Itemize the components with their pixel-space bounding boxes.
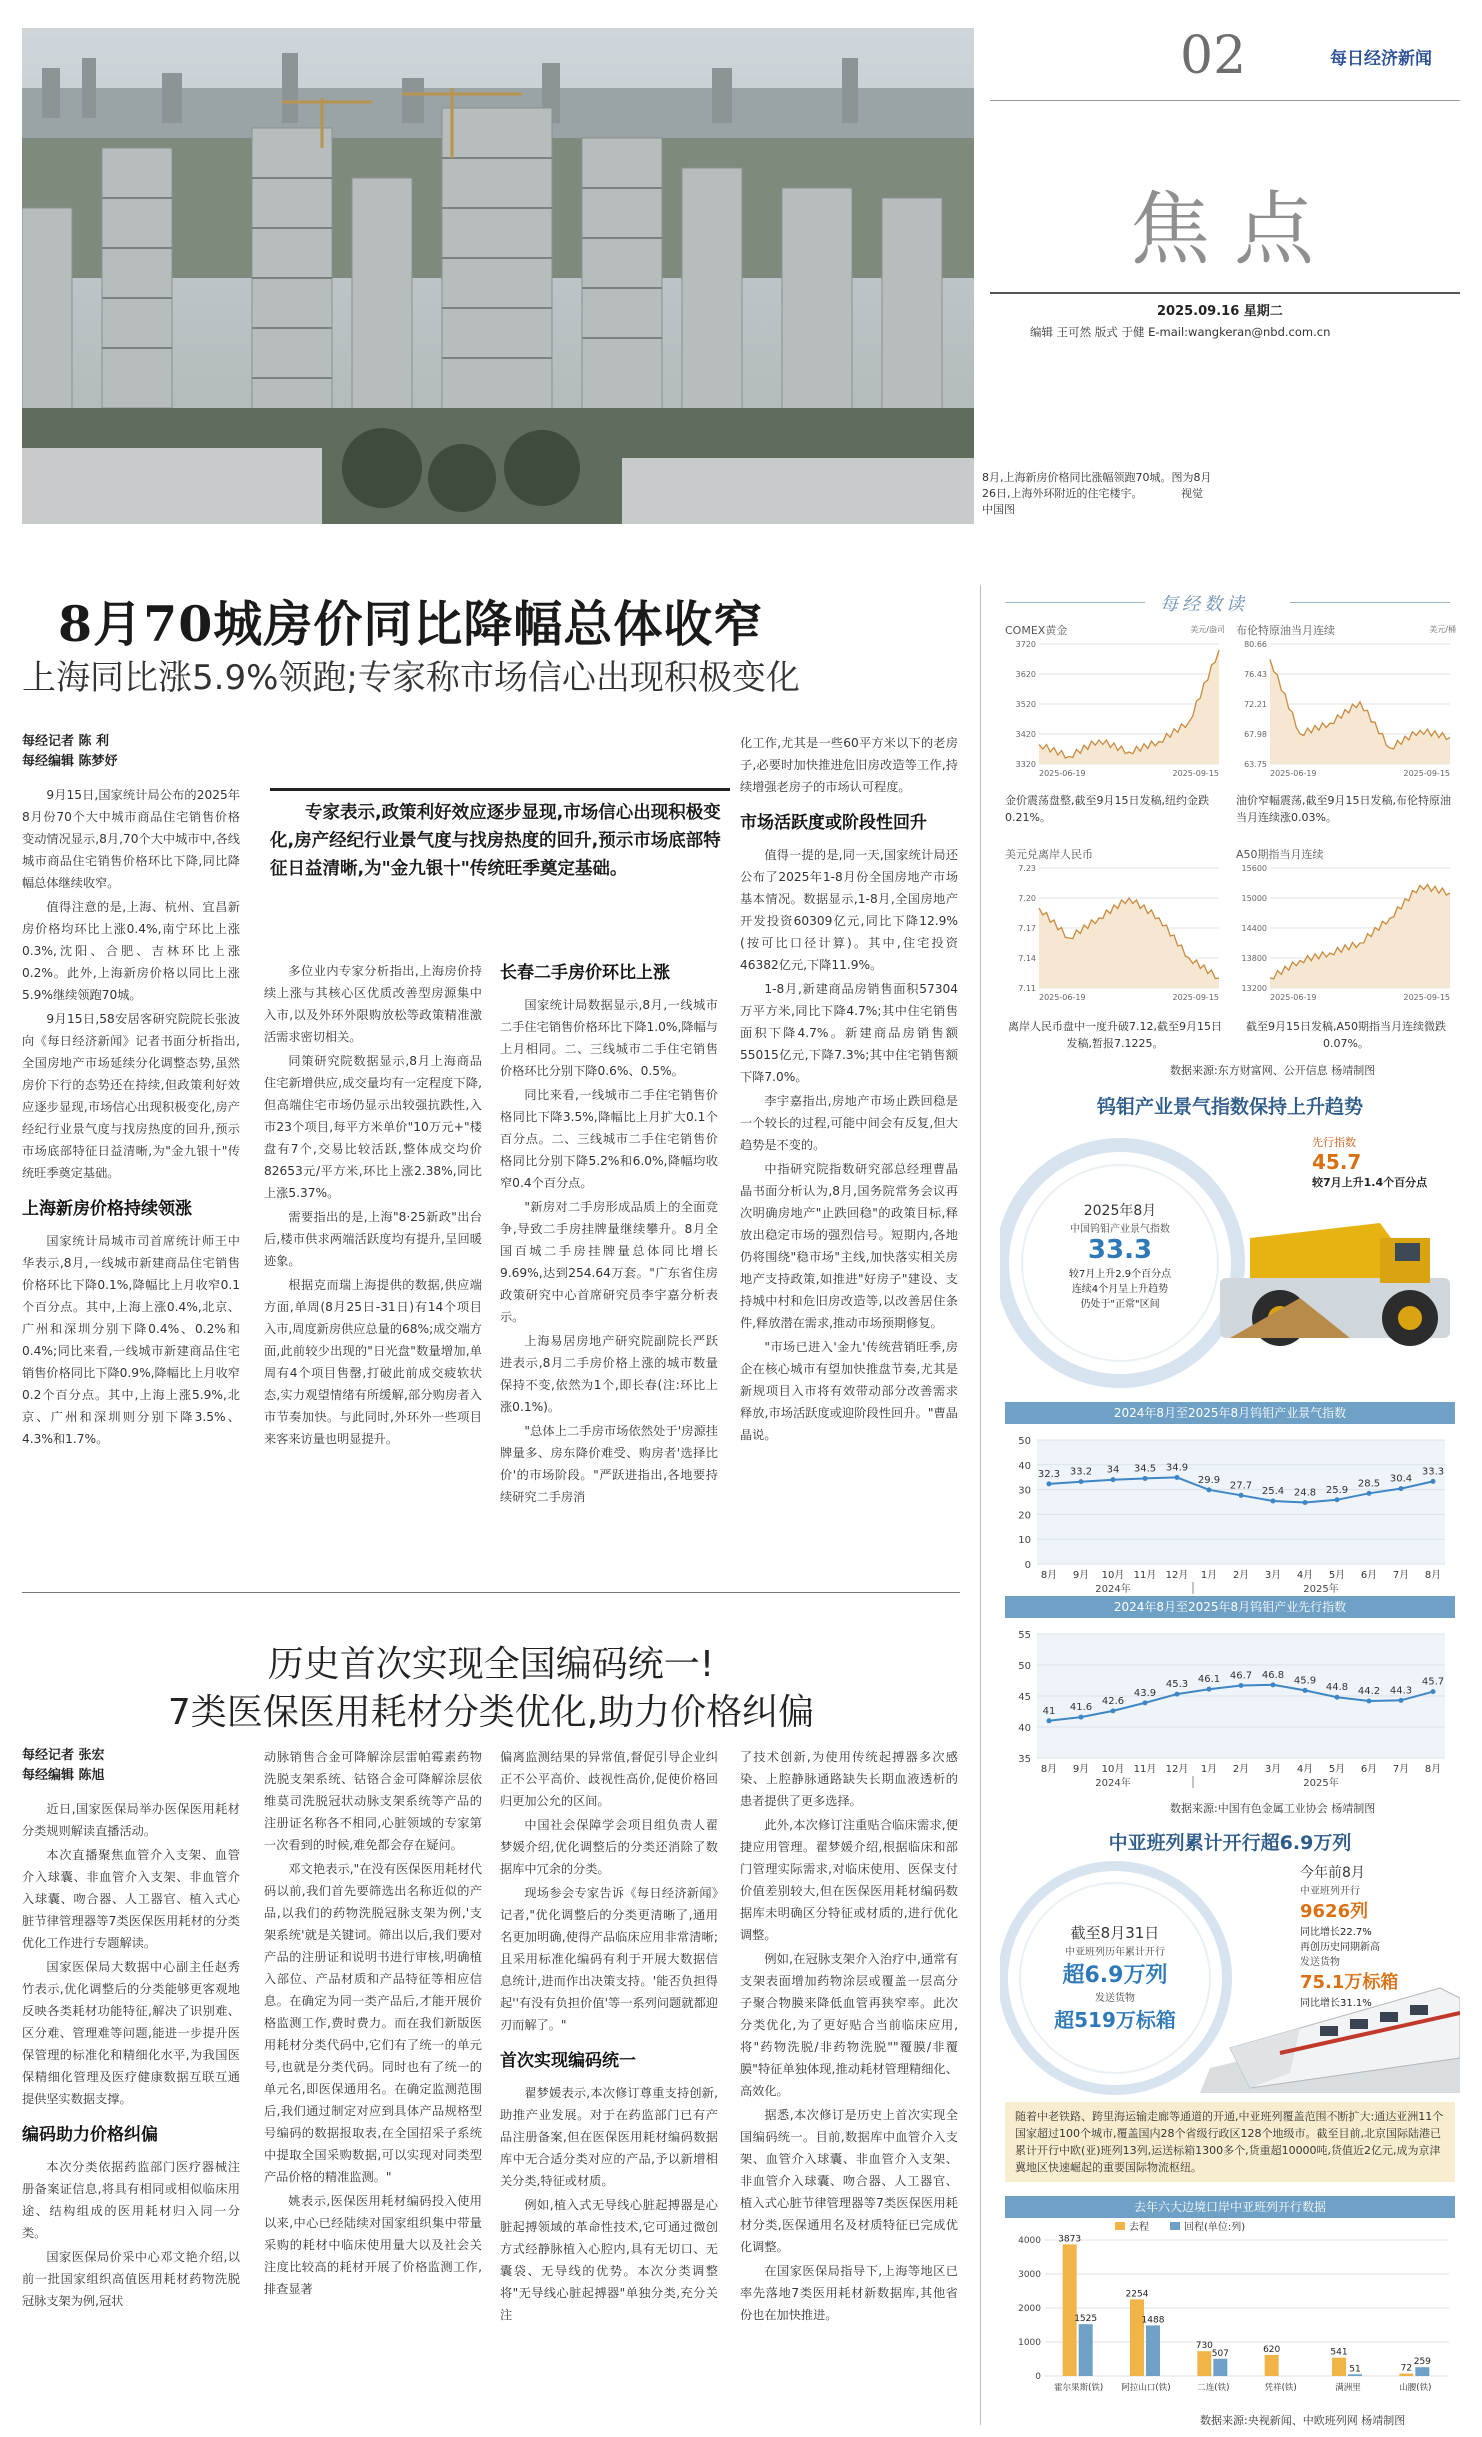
- byline-editor: 每经编辑 陈旭: [22, 1768, 105, 1783]
- year-label: 2025年: [1303, 1584, 1339, 1595]
- bar: [1348, 2374, 1362, 2376]
- x-tick-label: 7月: [1392, 1764, 1410, 1775]
- data-point: [1079, 1715, 1084, 1720]
- y-tick-label: 72.21: [1244, 700, 1267, 709]
- article2-headline2: 7类医保医用耗材分类优化,助力价格纠偏: [167, 1692, 815, 1733]
- wm-index-chart: [1005, 1426, 1455, 1596]
- data-point: [1175, 1475, 1180, 1480]
- data-point: [1303, 1500, 1308, 1505]
- x-tick-label: 6月: [1360, 1570, 1378, 1581]
- series-area: [1039, 898, 1219, 988]
- data-point: [1047, 1718, 1052, 1723]
- y-tick-label: 0: [1035, 2372, 1041, 2382]
- paragraph: 李宇嘉指出,房地产市场止跌回稳是一个较长的过程,可能中间会有反复,但大趋势是不变的。: [740, 1094, 958, 1152]
- paragraph: 值得注意的是,上海、杭州、宜昌新房价格均环比上涨0.4%,南宁环比上涨0.3%,沈阳、合肥、吉林环比上涨0.2%。此外,上海新房价格以同比上涨5.9%继续领跑70城。: [22, 900, 240, 1002]
- data-source-2: 数据来源:中国有色金属工业协会 杨靖制图: [1170, 1802, 1376, 1815]
- header-rule-top: [990, 100, 1460, 101]
- data-label: 30.4: [1389, 1473, 1413, 1485]
- data-point: [1143, 1700, 1148, 1705]
- paragraph: 例如,在冠脉支架介入治疗中,通常有支架表面增加药物涂层或覆盖一层高分子聚合物膜来降低血管再狭窄率。此次分类优化,为了更好贴合当前临床应用,将"药物洗脱/非药物洗脱""覆膜/非覆膜"特征单独体现,推动耗材管理精细化、高效化。: [740, 1952, 958, 2098]
- data-label: 41: [1042, 1705, 1056, 1717]
- y-tick-label: 30: [1018, 1485, 1031, 1497]
- photo-caption: 8月,上海新房价格同比涨幅领跑70城。图为8月26日,上海外环附近的住宅楼宇。 视觉中国图: [982, 471, 1212, 516]
- data-label: 25.9: [1325, 1484, 1349, 1496]
- y-tick-label: 76.43: [1244, 670, 1267, 679]
- y-tick-label: 80.66: [1244, 640, 1267, 649]
- data-point: [1047, 1481, 1052, 1486]
- article1-col1: [22, 732, 240, 1562]
- y-tick-label: 1000: [1018, 2338, 1041, 2348]
- data-title-rule-left: [1005, 602, 1145, 603]
- y-tick-label: 7.17: [1018, 924, 1036, 933]
- paragraph: 在国家医保局指导下,上海等地区已率先落地7类医用耗材新数据库,其他省份也在加快推进。: [740, 2264, 958, 2322]
- paragraph: 姚表示,医保医用耗材编码投入使用以来,中心已经陆续对国家组织集中带量采购的耗材中临床使用量大以及社会关注度比较高的耗材开展了价格监测工作,排查显著: [264, 2194, 482, 2296]
- rail-right-goods-label: 发送货物: [1300, 1957, 1340, 1968]
- data-point: [1335, 1497, 1340, 1502]
- article1-subheadline: 上海同比涨5.9%领跑;专家称市场信心出现积极变化: [22, 658, 800, 698]
- y-tick-label: 14400: [1241, 924, 1267, 933]
- rail-right-sub: 中亚班列开行: [1300, 1886, 1360, 1897]
- article-divider: [22, 1592, 960, 1593]
- series-area: [1039, 650, 1219, 764]
- x-tick-label: 3月: [1264, 1570, 1282, 1581]
- paragraph: 多位业内专家分析指出,上海房价持续上涨与其核心区优质改善型房源集中入市,以及外环外限购放松等政策精准激活需求密切相关。: [264, 964, 482, 1044]
- bar: [1130, 2299, 1144, 2376]
- data-label: 42.6: [1101, 1695, 1125, 1707]
- x-tick-label: 9月: [1072, 1764, 1090, 1775]
- legend-swatch: [1170, 2222, 1180, 2230]
- y-tick-label: 7.11: [1018, 984, 1036, 993]
- gold-line-chart: [1005, 636, 1225, 786]
- x-tick-label: 10月: [1101, 1570, 1125, 1581]
- data-point: [1175, 1692, 1180, 1697]
- x-tick-label: 1月: [1200, 1570, 1218, 1581]
- chart-caption-gold: 金价震荡盘整,截至9月15日发稿,纽约金跌0.21%。: [1005, 794, 1209, 824]
- data-label: 620: [1263, 2344, 1281, 2355]
- data-point: [1111, 1708, 1116, 1713]
- editor-line: 编辑 王可然 版式 于健 E-mail:wangkeran@nbd.com.cn: [1030, 325, 1331, 339]
- x-tick-label: 9月: [1072, 1570, 1090, 1581]
- x-tick-label: 7月: [1392, 1570, 1410, 1581]
- x-tick-label: 2月: [1232, 1764, 1250, 1775]
- data-point: [1271, 1499, 1276, 1504]
- section-title: 焦点: [1130, 183, 1338, 276]
- data-label: 45.9: [1293, 1675, 1317, 1687]
- data-label: 43.9: [1133, 1687, 1157, 1699]
- wm-leading-box: [1312, 1134, 1452, 1190]
- data-point: [1431, 1479, 1436, 1484]
- y-tick-label: 35: [1018, 1754, 1031, 1765]
- data-label: 259: [1413, 2357, 1431, 2368]
- chart-caption-cnh: 离岸人民币盘中一度升破7.12,截至9月15日发稿,暂报7.1225。: [1008, 1020, 1222, 1050]
- article1-col3: [500, 960, 718, 1560]
- bar: [1399, 2374, 1413, 2376]
- article1-headline: 8月70城房价同比降幅总体收窄: [58, 595, 764, 653]
- article2-headline1: 历史首次实现全国编码统一!: [267, 1644, 715, 1685]
- paragraph: 上海易居房地产研究院副院长严跃进表示,8月二手房价格上涨的城市数量保持不变,依然为1个,即长春(注:环比上涨0.1%)。: [500, 1334, 718, 1414]
- rail-right-box: [1300, 1862, 1450, 2009]
- subhead: 编码助力价格纠偏: [22, 2125, 158, 2145]
- rail-left-box: [1030, 1922, 1200, 2033]
- data-label: 34: [1106, 1464, 1120, 1476]
- data-label: 41.6: [1069, 1702, 1093, 1714]
- y-tick-label: 55: [1018, 1630, 1031, 1641]
- wm-ring-note3: 仍处于"正常"区间: [1080, 1299, 1160, 1310]
- x-tick-label: 11月: [1133, 1570, 1157, 1581]
- wm-ring-note1: 较7月上升2.9个百分点: [1068, 1269, 1172, 1280]
- subhead: 长春二手房价环比上涨: [500, 963, 670, 983]
- data-label: 3873: [1058, 2234, 1082, 2245]
- x-tick-label: 满洲里: [1335, 2383, 1361, 2393]
- rail-left-head: 截至8月31日: [1070, 1924, 1160, 1942]
- data-label: 44.2: [1357, 1685, 1381, 1697]
- data-point: [1367, 1491, 1372, 1496]
- series-area: [1270, 884, 1450, 988]
- x-tick-label: 2025-09-15: [1172, 769, 1219, 778]
- byline-reporter: 每经记者 陈 利: [22, 734, 110, 749]
- rail-right-yoy: 同比增长22.7%: [1300, 1927, 1372, 1938]
- legend-label: 去程: [1129, 2222, 1149, 2233]
- paragraph: 值得一提的是,同一天,国家统计局还公布了2025年1-8月份全国房地产市场基本情况。数据显示,1-8月,全国房地产开发投资60309亿元,同比下降12.9%(按可比口径计算)。其中,住宅投资46382亿元,下降11.9%。: [740, 848, 958, 972]
- x-tick-label: 2025-06-19: [1039, 769, 1086, 778]
- data-source-1: 数据来源:东方财富网、公开信息 杨靖制图: [1170, 1064, 1376, 1077]
- data-label: 1488: [1141, 2315, 1165, 2326]
- paragraph: 本次直播聚焦血管介入支架、血管介入球囊、非血管介入支架、非血管介入球囊、吻合器、人工器官、植入式心脏节律管理器等7类医保医用耗材的分类优化工作进行专题解读。: [22, 1848, 240, 1950]
- rail-right-value: 9626列: [1300, 1901, 1369, 1922]
- cityscape-photo: [22, 28, 974, 524]
- paragraph: 了技术创新,为使用传统起搏器多次感染、上腔静脉通路缺失长期血液透析的患者提供了更多选择。: [740, 1750, 958, 1808]
- data-label: 541: [1330, 2347, 1348, 2358]
- x-tick-label: 2025-06-19: [1270, 769, 1317, 778]
- market-chart-cnh: [1005, 846, 1225, 1026]
- y-tick-label: 45: [1018, 1692, 1031, 1703]
- wm-band-2: 2024年8月至2025年8月钨钼产业先行指数: [1005, 1596, 1455, 1618]
- data-point: [1207, 1487, 1212, 1492]
- chart-title: COMEX黄金: [1005, 624, 1068, 637]
- pullquote: [270, 788, 730, 883]
- wm-ring-value: 33.3: [1087, 1235, 1153, 1265]
- y-tick-label: 4000: [1018, 2236, 1041, 2246]
- paragraph: 1-8月,新建商品房销售面积57304万平方米,同比下降4.7%;其中住宅销售面积下降4.7%。新建商品房销售额55015亿元,下降7.3%;其中住宅销售额下降7.0%。: [740, 982, 958, 1084]
- x-tick-label: 5月: [1328, 1764, 1346, 1775]
- bar: [1063, 2244, 1077, 2376]
- data-label: 730: [1195, 2341, 1213, 2352]
- paragraph: 9月15日,58安居客研究院院长张波向《每日经济新闻》记者书面分析指出,全国房地产市场延续分化调整态势,虽然房价下行的态势还在持续,但政策利好效应逐步显现,市场信心出现积极变化,房产经纪行业景气度与找房热度的回升,预示市场底部特征日益清晰,为"金九银十"传统旺季奠定基础。: [22, 1012, 240, 1180]
- data-point: [1399, 1486, 1404, 1491]
- paragraph: 动脉销售合金可降解涂层雷帕霉素药物洗脱支架系统、钴铬合金可降解涂层依维莫司洗脱冠状动脉支架系统等产品的注册证名称各不相同,心脏领域的专家第一次看到的时候,难免都会存在疑问。: [264, 1750, 482, 1852]
- data-point: [1399, 1698, 1404, 1703]
- y-tick-label: 7.23: [1018, 864, 1036, 873]
- wm-leading-note: 较7月上升1.4个百分点: [1312, 1176, 1428, 1189]
- x-tick-label: 霍尔果斯(铁): [1054, 2383, 1104, 2393]
- market-chart-oil: [1236, 622, 1456, 802]
- a50-line-chart: [1236, 860, 1456, 1010]
- data-point: [1111, 1477, 1116, 1482]
- y-tick-label: 40: [1018, 1723, 1031, 1734]
- chart-caption-a50: 截至9月15日发稿,A50期指当月连续微跌0.07%。: [1245, 1020, 1446, 1050]
- pullquote-text: 专家表示,政策利好效应逐步显现,市场信心出现积极变化,房产经纪行业景气度与找房热度的回升,预示市场底部特征日益清晰,为"金九银十"传统旺季奠定基础。: [270, 803, 721, 879]
- paragraph: 国家统计局城市司首席统计师王中华表示,8月,一线城市新建商品住宅销售价格环比下降0.1%,降幅比上月收窄0.1个百分点。其中,上海上涨0.4%,北京、广州和深圳分别下降0.4%、0.2%和0.4%;同比来看,一线城市新建商品住宅销售价格同比下降0.9%,降幅比上月收窄0.2个百分点。其中,上海上涨5.9%,北京、广州和深圳则分别下降3.5%、4.3%和1.7%。: [22, 1234, 240, 1446]
- y-tick-label: 13200: [1241, 984, 1267, 993]
- x-tick-label: 8月: [1040, 1570, 1058, 1581]
- paragraph: 国家医保局大数据中心副主任赵秀竹表示,优化调整后的分类能够更客观地反映各类耗材功能特征,解决了识别难、区分难、管理难等问题,能进一步提升医保管理的标准化和精细化水平,为我国医保精细化管理及医疗健康数据互联互通提供坚实数据支撑。: [22, 1960, 240, 2106]
- data-label: 44.3: [1389, 1685, 1413, 1697]
- y-tick-label: 3320: [1015, 760, 1036, 769]
- rail-left-value: 超6.9万列: [1062, 1963, 1168, 1988]
- data-point: [1239, 1493, 1244, 1498]
- subhead: 首次实现编码统一: [500, 2051, 636, 2071]
- x-tick-label: 11月: [1133, 1764, 1157, 1775]
- data-panel-title: 每经数读: [1160, 594, 1248, 615]
- article2-col3: [500, 1746, 718, 2426]
- wm-leading-chart: [1005, 1620, 1455, 1796]
- legend-label: 回程(单位:列): [1184, 2222, 1246, 2233]
- data-label: 27.7: [1229, 1480, 1253, 1492]
- y-tick-label: 40: [1018, 1460, 1031, 1472]
- data-label: 2254: [1125, 2289, 1149, 2300]
- y-tick-label: 15600: [1241, 864, 1267, 873]
- article2-col4: [740, 1746, 958, 2426]
- paragraph: 根据克而瑞上海提供的数据,供应端方面,单周(8月25日-31日)有14个项目入市,周度新房供应总量的68%;成交端方面,此前较少出现的"日光盘"数量增加,单周有4个项目售罄,打破此前成交疲软状态,实力观望情绪有所缓解,部分购房者入市节奏加快。与此同时,外环外一些项目来客来访量也明显提升。: [264, 1278, 482, 1446]
- y-tick-label: 67.98: [1244, 730, 1267, 739]
- data-label: 34.5: [1133, 1463, 1157, 1475]
- chart-caption-oil: 油价窄幅震荡,截至9月15日发稿,布伦特原油当月连续涨0.03%。: [1236, 794, 1451, 824]
- y-tick-label: 20: [1018, 1510, 1031, 1522]
- y-tick-label: 3620: [1015, 670, 1036, 679]
- rail-title: 中亚班列累计开行超6.9万列: [1108, 1832, 1352, 1854]
- x-tick-label: 2025-06-19: [1039, 993, 1086, 1002]
- x-tick-label: 3月: [1264, 1764, 1282, 1775]
- market-chart-gold: [1005, 622, 1225, 802]
- data-label: 72: [1400, 2363, 1413, 2374]
- chart-unit: 美元/盎司: [1190, 625, 1225, 634]
- data-point: [1335, 1695, 1340, 1700]
- rail-bar-chart: [1005, 2218, 1455, 2406]
- paragraph: 国家医保局价采中心邓文艳介绍,以前一批国家组织高值医用耗材药物洗脱冠脉支架为例,冠状: [22, 2250, 240, 2308]
- wm-leading-value: 45.7: [1312, 1150, 1362, 1174]
- rail-right-note: 再创历史同期新高: [1300, 1942, 1380, 1953]
- rail-source: 数据来源:央视新闻、中欧班列网 杨靖制图: [1200, 2414, 1406, 2427]
- y-tick-label: 15000: [1241, 894, 1267, 903]
- wm-ring-head: 2025年8月: [1083, 1203, 1157, 1219]
- rail-left-sub: 中亚班列历年累计开行: [1065, 1947, 1165, 1958]
- paragraph: 本次分类依据药监部门医疗器械注册备案证信息,将具有相同或相似临床用途、结构组成的医用耗材归入同一分类。: [22, 2160, 240, 2240]
- x-tick-label: 4月: [1296, 1764, 1314, 1775]
- bar: [1415, 2367, 1429, 2376]
- data-label: 33.3: [1421, 1466, 1445, 1478]
- data-point: [1271, 1682, 1276, 1687]
- data-label: 29.9: [1197, 1474, 1221, 1486]
- header-rule-mid: [990, 292, 1460, 294]
- data-point: [1303, 1688, 1308, 1693]
- paragraph: 邓文艳表示,"在没有医保医用耗材代码以前,我们首先要筛选出名称近似的产品,以我们的药物洗脱冠脉支架为例,'支架系统'就是关键词。筛出以后,我们要对产品的注册证和说明书进行审核,明确植入部位、产品材质和产品特征等相应信息。在确定为同一类产品后,才能开展价格监测工作,费时费力。而在我们新版医用耗材分类代码中,它们有了统一的单元号,也就是分类代码。同时也有了统一的单元名,即医保通用名。在确定监测范围后,我们通过制定对应到具体产品规格型号编码的数据报取表,在全国招采子系统中提取全国采购数据,可以实现对同类型产品价格的精准监测。": [264, 1862, 482, 2184]
- data-point: [1367, 1698, 1372, 1703]
- x-tick-label: 2月: [1232, 1570, 1250, 1581]
- x-tick-label: 1月: [1200, 1764, 1218, 1775]
- paragraph: "市场已进入'金九'传统营销旺季,房企在核心城市有望加快推盘节奏,尤其是新规项目入市将有效带动部分改善需求释放,市场活跃度或迎阶段性回升。"曹晶晶说。: [740, 1340, 958, 1442]
- sidebar-divider: [980, 585, 981, 2425]
- paragraph: 化工作,尤其是一些60平方米以下的老房子,必要时加快推进危旧房改造等工作,持续增强老房子的市场认可程度。: [740, 736, 958, 794]
- x-tick-label: 2025-09-15: [1172, 993, 1219, 1002]
- data-point: [1239, 1683, 1244, 1688]
- data-label: 45.3: [1165, 1679, 1189, 1691]
- paragraph: 偏离监测结果的异常值,督促引导企业纠正不公平高价、歧视性高价,促使价格回归更加公允的区间。: [500, 1750, 718, 1808]
- paragraph: 近日,国家医保局举办医保医用耗材分类规则解读直播活动。: [22, 1802, 240, 1838]
- y-tick-label: 13800: [1241, 954, 1267, 963]
- paragraph: 国家统计局数据显示,8月,一线城市二手住宅销售价格环比下降1.0%,降幅与上月相同。二、三线城市二手住宅销售价格环比分别下降0.6%、0.5%。: [500, 998, 718, 1078]
- series-area: [1270, 659, 1450, 764]
- x-tick-label: 8月: [1424, 1570, 1442, 1581]
- data-label: 46.8: [1261, 1669, 1285, 1681]
- data-point: [1207, 1687, 1212, 1692]
- paragraph: "总体上二手房市场依然处于'房源挂牌量多、房东降价难受、购房者'选择比价'的市场阶段。"严跃进指出,各地要持续研究二手房消: [500, 1424, 718, 1504]
- x-tick-label: 6月: [1360, 1764, 1378, 1775]
- rail-band: 去年六大边境口岸中亚班列开行数据: [1005, 2196, 1455, 2218]
- oil-line-chart: [1236, 636, 1456, 786]
- market-chart-a50: [1236, 846, 1456, 1026]
- year-label: 2024年: [1095, 1778, 1131, 1789]
- y-tick-label: 10: [1018, 1535, 1031, 1547]
- rail-right-head: 今年前8月: [1300, 1865, 1365, 1881]
- wm-ring-sub: 中国钨钼产业景气指数: [1070, 1224, 1170, 1235]
- paragraph: 例如,植入式无导线心脏起搏器是心脏起搏领域的革命性技术,它可通过微创方式经静脉植入心腔内,具有无切口、无囊袋、无导线的优势。本次分类调整将"无导线心脏起搏器"单独分类,充分关注: [500, 2198, 718, 2322]
- article1-col2: [264, 960, 482, 1560]
- x-tick-label: 2025-06-19: [1270, 993, 1317, 1002]
- rail-right-goods: 75.1万标箱: [1300, 1972, 1399, 1993]
- x-tick-label: 2025-09-15: [1403, 769, 1450, 778]
- bar: [1079, 2324, 1093, 2376]
- year-label: 2025年: [1303, 1778, 1339, 1789]
- paragraph: 此外,本次修订注重贴合临床需求,便捷应用管理。翟梦媛介绍,根据临床和部门管理实际需求,对临床使用、医保支付价值差别较大,但在医保医用耗材编码数据库未明确区分特征或材质的,进行优化调整。: [740, 1818, 958, 1942]
- data-label: 44.8: [1325, 1682, 1349, 1694]
- article2-col2: [264, 1746, 482, 2426]
- chart-title: A50期指当月连续: [1236, 848, 1324, 861]
- x-tick-label: 5月: [1328, 1570, 1346, 1581]
- data-label: 46.7: [1229, 1670, 1253, 1682]
- data-label: 1525: [1074, 2314, 1098, 2325]
- data-point: [1079, 1479, 1084, 1484]
- paragraph: "新房对二手房形成品质上的全面竞争,导致二手房挂牌量继续攀升。8月全国百城二手房挂牌量总体同比增长9.69%,达到254.64万套。"广东省住房政策研究中心首席研究员李宇嘉分析表示。: [500, 1200, 718, 1324]
- chart-title: 美元兑离岸人民币: [1005, 848, 1093, 861]
- rail-right-goods-yoy: 同比增长31.1%: [1300, 1998, 1372, 2009]
- y-tick-label: 0: [1024, 1560, 1031, 1571]
- y-tick-label: 3420: [1015, 730, 1036, 739]
- wm-leading-label: 先行指数: [1312, 1136, 1356, 1149]
- x-tick-label: 2025-09-15: [1403, 993, 1450, 1002]
- page-number: 02: [1180, 26, 1247, 86]
- bar: [1265, 2355, 1279, 2376]
- rail-left-goods-label: 发送货物: [1095, 1993, 1135, 2004]
- y-tick-label: 50: [1018, 1436, 1031, 1447]
- rail-left-goods: 超519万标箱: [1054, 2008, 1176, 2032]
- x-tick-label: 12月: [1165, 1570, 1189, 1581]
- paragraph: 同策研究院数据显示,8月上海商品住宅新增供应,成交量均有一定程度下降,但高端住宅市场仍显示出较强抗跌性,入市23个项目,每平方米单价"10万元+"楼盘有7个,交易比较活跃,整体成交均价82653元/平方米,环比上涨2.38%,同比上涨5.37%。: [264, 1054, 482, 1200]
- x-tick-label: 二连(铁): [1197, 2383, 1230, 2393]
- paragraph: 中国社会保障学会项目组负责人翟梦媛介绍,优化调整后的分类还消除了数据库中冗余的分类。: [500, 1818, 718, 1876]
- x-tick-label: 4月: [1296, 1570, 1314, 1581]
- y-tick-label: 3000: [1018, 2270, 1041, 2280]
- x-tick-label: 凭祥(铁): [1264, 2383, 1297, 2393]
- data-label: 24.8: [1293, 1487, 1317, 1499]
- byline-editor: 每经编辑 陈梦妤: [22, 754, 118, 769]
- article2-col1: [22, 1746, 240, 2426]
- bar: [1197, 2351, 1211, 2376]
- rail-description: 随着中老铁路、跨里海运输走廊等通道的开通,中亚班列覆盖范围不断扩大:通达亚洲11个国家超过100个城市,覆盖国内28个省级行政区128个地级市。截至目前,北京国际陆港已累计开行中欧(亚)班列13列,运送标箱1300多个,货重超10000吨,货值近2亿元,成为京津冀地区快速崛起的重要国际物流枢纽。: [1005, 2102, 1455, 2182]
- cnh-line-chart: [1005, 860, 1225, 1010]
- subhead: 市场活跃度或阶段性回升: [740, 813, 927, 833]
- data-label: 28.5: [1357, 1478, 1381, 1490]
- x-tick-label: 10月: [1101, 1764, 1125, 1775]
- y-tick-label: 63.75: [1244, 760, 1267, 769]
- article1-col4: [740, 732, 958, 1562]
- data-title-rule-right: [1290, 602, 1450, 603]
- x-tick-label: 8月: [1040, 1764, 1058, 1775]
- y-tick-label: 3720: [1015, 640, 1036, 649]
- bar: [1332, 2358, 1346, 2376]
- paragraph: 现场参会专家告诉《每日经济新闻》记者,"优化调整后的分类更清晰了,通用名更加明确,使得产品临床应用非常清晰;且采用标准化编码有利于开展大数据信息统计,进而作出决策支持。'能否负担得起''有没有负担价值'等一系列问题就都迎刃而解了。": [500, 1886, 718, 2032]
- bar: [1213, 2359, 1227, 2376]
- data-label: 33.2: [1069, 1466, 1093, 1478]
- data-label: 507: [1211, 2348, 1229, 2359]
- y-tick-label: 7.20: [1018, 894, 1036, 903]
- paragraph: 需要指出的是,上海"8·25新政"出台后,楼市供求两端活跃度均有提升,呈回暖迹象。: [264, 1210, 482, 1268]
- plot-area: [1037, 1440, 1445, 1564]
- paragraph: 翟梦媛表示,本次修订尊重支持创新,助推产业发展。对于在药监部门已有产品注册备案,但在医保医用耗材编码数据库中无合适分类对应的产品,予以新增相关分类,特征或材质。: [500, 2086, 718, 2188]
- data-label: 46.1: [1197, 1674, 1221, 1686]
- wm-ring-center: [1040, 1200, 1200, 1310]
- wm-band-1: 2024年8月至2025年8月钨钼产业景气指数: [1005, 1402, 1455, 1424]
- x-tick-label: 山腰(铁): [1399, 2383, 1432, 2393]
- legend-swatch: [1115, 2222, 1125, 2230]
- bar: [1146, 2325, 1160, 2376]
- year-label: 2024年: [1095, 1584, 1131, 1595]
- data-label: 45.7: [1421, 1676, 1445, 1688]
- newspaper-name: 每日经济新闻: [1330, 49, 1432, 69]
- data-label: 32.3: [1037, 1468, 1061, 1480]
- wm-ring-note2: 连续4个月呈上升趋势: [1071, 1284, 1169, 1295]
- y-tick-label: 2000: [1018, 2304, 1041, 2314]
- paragraph: 据悉,本次修订是历史上首次实现全国编码统一。目前,数据库中血管介入支架、血管介入球囊、非血管介入支架、非血管介入球囊、吻合器、人工器官、植入式心脏节律管理器等7类医保医用耗材分类,医保通用名及材质特征已完成优化调整。: [740, 2108, 958, 2254]
- paragraph: 9月15日,国家统计局公布的2025年8月份70个大中城市商品住宅销售价格变动情况显示,8月,70个大中城市中,各线城市商品住宅销售价格环比下降,同比降幅总体继续收窄。: [22, 788, 240, 890]
- subhead: 上海新房价格持续领涨: [22, 1199, 192, 1219]
- issue-date: 2025.09.16 星期二: [1157, 304, 1283, 319]
- wm-title: 钨钼产业景气指数保持上升趋势: [1096, 1096, 1363, 1118]
- data-label: 51: [1349, 2364, 1361, 2375]
- x-tick-label: 12月: [1165, 1764, 1189, 1775]
- x-tick-label: 8月: [1424, 1764, 1442, 1775]
- x-tick-label: 阿拉山口(铁): [1121, 2383, 1171, 2393]
- data-label: 25.4: [1261, 1486, 1285, 1498]
- chart-title: 布伦特原油当月连续: [1236, 624, 1335, 637]
- data-point: [1431, 1689, 1436, 1694]
- data-label: 34.9: [1165, 1462, 1189, 1474]
- y-tick-label: 3520: [1015, 700, 1036, 709]
- paragraph: 同比来看,一线城市二手住宅销售价格同比下降3.5%,降幅比上月扩大0.1个百分点。二、三线城市二手住宅销售价格同比分别下降5.2%和6.0%,降幅均收窄0.4个百分点。: [500, 1088, 718, 1190]
- y-tick-label: 50: [1018, 1661, 1031, 1672]
- byline-reporter: 每经记者 张宏: [22, 1748, 105, 1763]
- chart-unit: 美元/桶: [1429, 625, 1456, 634]
- y-tick-label: 7.14: [1018, 954, 1036, 963]
- paragraph: 中指研究院指数研究部总经理曹晶晶书面分析认为,8月,国务院常务会议再次明确房地产"止跌回稳"的政策目标,释放出稳定市场的强烈信号。短期内,各地仍将围绕"稳市场"主线,加快落实相关房地产支持政策,如推进"好房子"建设、支持城中村和危旧房改造等,以改善居住条件,释放潜在需求,推动市场预期修复。: [740, 1162, 958, 1330]
- data-point: [1143, 1476, 1148, 1481]
